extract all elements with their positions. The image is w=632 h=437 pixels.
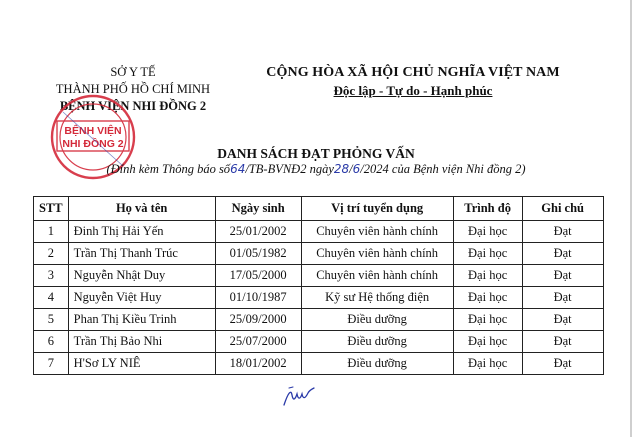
cell-note: Đạt bbox=[522, 287, 603, 309]
cell-note: Đạt bbox=[522, 265, 603, 287]
cell-stt: 4 bbox=[34, 287, 69, 309]
table-row bbox=[34, 331, 604, 353]
cell-position: Chuyên viên hành chính bbox=[301, 221, 453, 243]
cell-position: Chuyên viên hành chính bbox=[301, 243, 453, 265]
handwritten-day: 28 bbox=[333, 162, 350, 176]
cell-level: Đại học bbox=[453, 265, 522, 287]
agency-parent: SỞ Y TẾ bbox=[110, 65, 156, 79]
subtitle-part-4: /2024 của Bệnh viện Nhi đồng 2) bbox=[360, 162, 526, 176]
cell-level: Đại học bbox=[453, 221, 522, 243]
cell-name: Trần Thị Thanh Trúc bbox=[68, 243, 215, 265]
cell-note: Đạt bbox=[522, 353, 603, 375]
header-position: Vị trí tuyển dụng bbox=[301, 197, 453, 221]
header-name: Họ và tên bbox=[68, 197, 215, 221]
interview-result-table bbox=[33, 196, 604, 375]
header-dob: Ngày sinh bbox=[215, 197, 301, 221]
cell-dob: 25/01/2002 bbox=[215, 221, 301, 243]
cell-dob: 25/09/2000 bbox=[215, 309, 301, 331]
republic-title: CỘNG HÒA XÃ HỘI CHỦ NGHĨA VIỆT NAM bbox=[266, 65, 560, 80]
cell-stt: 2 bbox=[34, 243, 69, 265]
cell-level: Đại học bbox=[453, 331, 522, 353]
header-level: Trình độ bbox=[453, 197, 522, 221]
table-row bbox=[34, 309, 604, 331]
subtitle-part-3: / bbox=[349, 162, 353, 176]
cell-name: Đinh Thị Hải Yến bbox=[68, 221, 215, 243]
header-stt: STT bbox=[34, 197, 69, 221]
handwritten-number: 64 bbox=[230, 162, 246, 176]
table-row bbox=[34, 353, 604, 375]
cell-stt: 6 bbox=[34, 331, 69, 353]
national-motto: Độc lập - Tự do - Hạnh phúc bbox=[333, 83, 493, 98]
stamp-line-2: NHI ĐỒNG 2 bbox=[62, 138, 124, 150]
cell-name: Nguyễn Nhật Duy bbox=[68, 265, 215, 287]
cell-note: Đạt bbox=[522, 309, 603, 331]
cell-name: Phan Thị Kiều Trinh bbox=[68, 309, 215, 331]
cell-dob: 25/07/2000 bbox=[215, 331, 301, 353]
cell-position: Kỹ sư Hệ thống điện bbox=[301, 287, 453, 309]
cell-level: Đại học bbox=[453, 309, 522, 331]
cell-stt: 3 bbox=[34, 265, 69, 287]
table-row bbox=[34, 221, 604, 243]
cell-name: Trần Thị Bảo Nhi bbox=[68, 331, 215, 353]
subtitle-part-2: /TB-BVNĐ2 ngày bbox=[245, 162, 334, 176]
cell-position: Điều dưỡng bbox=[301, 353, 453, 375]
cell-level: Đại học bbox=[453, 287, 522, 309]
table-header-row bbox=[34, 197, 604, 221]
cell-stt: 5 bbox=[34, 309, 69, 331]
table-row bbox=[34, 243, 604, 265]
table-row bbox=[34, 287, 604, 309]
cell-note: Đạt bbox=[522, 243, 603, 265]
cell-level: Đại học bbox=[453, 353, 522, 375]
national-header bbox=[258, 64, 568, 100]
table-row bbox=[34, 265, 604, 287]
cell-name: Nguyễn Việt Huy bbox=[68, 287, 215, 309]
cell-dob: 18/01/2002 bbox=[215, 353, 301, 375]
cell-position: Điều dưỡng bbox=[301, 331, 453, 353]
handwritten-month: 6 bbox=[352, 162, 361, 176]
cell-stt: 1 bbox=[34, 221, 69, 243]
cell-position: Điều dưỡng bbox=[301, 309, 453, 331]
document-title: DANH SÁCH ĐẠT PHỎNG VẤN bbox=[217, 146, 415, 161]
cell-note: Đạt bbox=[522, 331, 603, 353]
agency-city: THÀNH PHỐ HỒ CHÍ MINH bbox=[55, 82, 211, 96]
cell-name: H'Sơ LY NIÊ bbox=[68, 353, 215, 375]
document-subtitle bbox=[0, 162, 632, 177]
cell-stt: 7 bbox=[34, 353, 69, 375]
stamp-line-1: BỆNH VIỆN bbox=[64, 125, 122, 137]
header-note: Ghi chú bbox=[522, 197, 603, 221]
cell-dob: 01/05/1982 bbox=[215, 243, 301, 265]
cell-dob: 17/05/2000 bbox=[215, 265, 301, 287]
cell-note: Đạt bbox=[522, 221, 603, 243]
cell-dob: 01/10/1987 bbox=[215, 287, 301, 309]
agency-name: BỆNH VIỆN NHI ĐỒNG 2 bbox=[59, 99, 207, 113]
cell-position: Chuyên viên hành chính bbox=[301, 265, 453, 287]
cell-level: Đại học bbox=[453, 243, 522, 265]
subtitle-part-1: (Đính kèm Thông báo số bbox=[106, 162, 231, 176]
initials-signature bbox=[282, 385, 316, 409]
